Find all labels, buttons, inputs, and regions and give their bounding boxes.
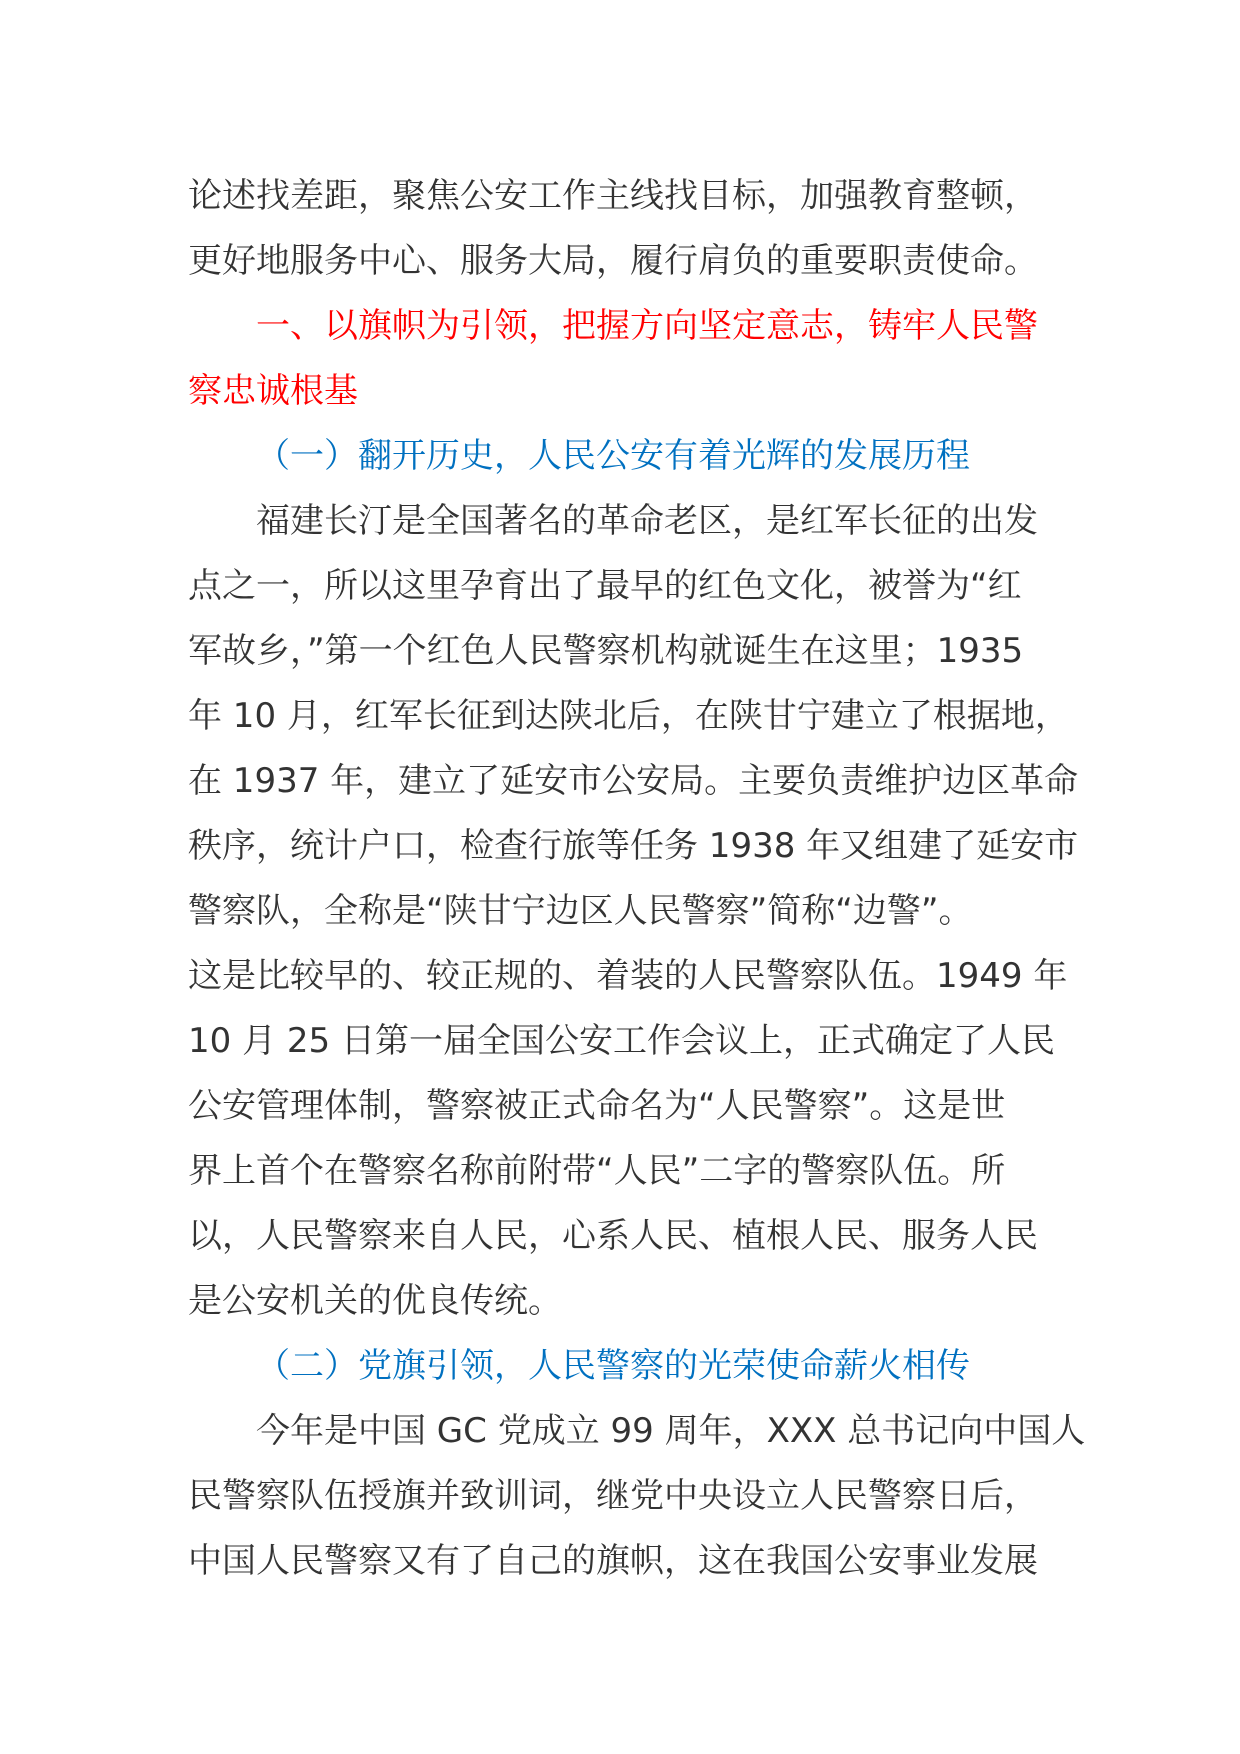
paragraph-line: 点之一，所以这里孕育出了最早的红色文化，被誉为“红 [188, 566, 1022, 606]
paragraph-line: 中国人民警察又有了自己的旗帜，这在我国公安事业发展 [188, 1541, 1038, 1581]
section-heading-1-line: 察忠诚根基 [188, 371, 358, 411]
subsection-heading-2: （二）党旗引领，人民警察的光荣使命薪火相传 [256, 1346, 970, 1386]
paragraph-line: 秩序，统计户口，检查行旅等任务 1938 年又组建了延安市 [188, 826, 1079, 866]
paragraph-line: 界上首个在警察名称前附带“人民”二字的警察队伍。所 [188, 1151, 1006, 1191]
paragraph-line: 10 月 25 日第一届全国公安工作会议上，正式确定了人民 [188, 1021, 1055, 1061]
paragraph-line: 是公安机关的优良传统。 [188, 1281, 562, 1321]
paragraph-line: 以，人民警察来自人民，心系人民、植根人民、服务人民 [188, 1216, 1038, 1256]
paragraph-line: 更好地服务中心、服务大局，履行肩负的重要职责使命。 [188, 241, 1038, 281]
paragraph-line: 警察队，全称是“陕甘宁边区人民警察”简称“边警”。 [188, 891, 973, 931]
section-heading-1-line: 一、以旗帜为引领，把握方向坚定意志，铸牢人民警 [256, 306, 1038, 346]
paragraph-line: 在 1937 年，建立了延安市公安局。主要负责维护边区革命 [188, 761, 1079, 801]
paragraph-line: 这是比较早的、较正规的、着装的人民警察队伍。1949 年 [188, 956, 1068, 996]
paragraph-line: 福建长汀是全国著名的革命老区，是红军长征的出发 [256, 501, 1038, 541]
paragraph-line: 论述找差距，聚焦公安工作主线找目标，加强教育整顿， [188, 176, 1038, 216]
paragraph-line: 公安管理体制，警察被正式命名为“人民警察”。这是世 [188, 1086, 1006, 1126]
paragraph-line: 今年是中国 GC 党成立 99 周年，XXX 总书记向中国人 [256, 1411, 1086, 1451]
paragraph-line: 军故乡，”第一个红色人民警察机构就诞生在这里；1935 [188, 631, 1024, 671]
subsection-heading-1: （一）翻开历史，人民公安有着光辉的发展历程 [256, 436, 970, 476]
paragraph-line: 民警察队伍授旗并致训词，继党中央设立人民警察日后， [188, 1476, 1038, 1516]
paragraph-line: 年 10 月，红军长征到达陕北后，在陕甘宁建立了根据地， [188, 696, 1069, 736]
